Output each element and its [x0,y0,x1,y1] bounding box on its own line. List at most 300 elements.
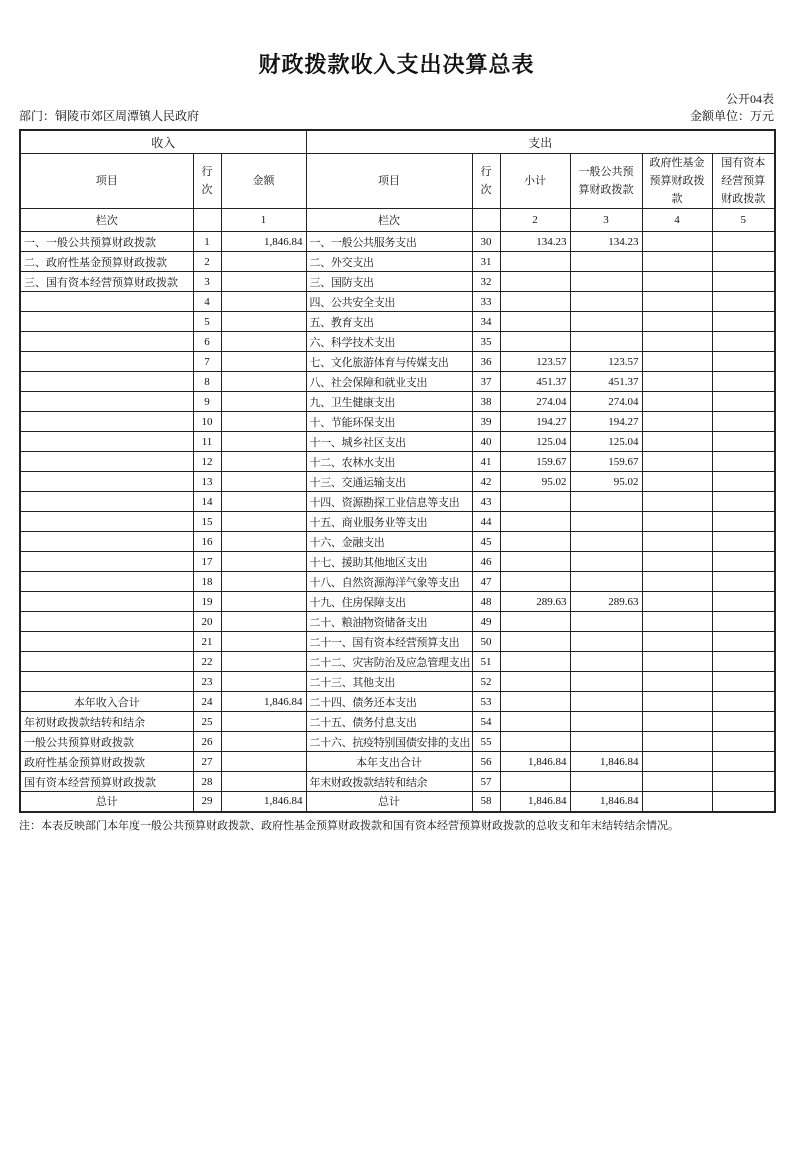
expense-item-cell: 十三、交通运输支出 [306,472,472,492]
table-row [20,452,775,472]
expense-line-cell: 58 [472,792,500,812]
expense-general-cell: 1,846.84 [570,792,642,812]
income-amount-cell: 1,846.84 [221,692,306,712]
expense-subtotal-cell: 289.63 [500,592,570,612]
expense-line-cell: 30 [472,232,500,252]
expense-general-cell [570,772,642,792]
index-empty-cell [472,209,500,232]
table-row [20,392,775,412]
expense-item-cell: 十一、城乡社区支出 [306,432,472,452]
expense-gov-fund-cell [642,232,712,252]
income-amount-cell [221,612,306,632]
income-item-cell: 二、政府性基金预算财政拨款 [20,252,193,272]
document-page [0,52,793,833]
column-header-row [20,154,775,209]
expense-general-cell [570,632,642,652]
income-amount-cell [221,552,306,572]
income-item-cell [20,652,193,672]
expense-subtotal-cell: 274.04 [500,392,570,412]
expense-item-cell: 三、国防支出 [306,272,472,292]
income-line-cell: 3 [193,272,221,292]
col-expense-state-capital: 国有资本经营预算财政拨款 [712,154,775,209]
income-line-cell: 24 [193,692,221,712]
expense-state-capital-cell [712,652,775,672]
col-expense-subtotal: 小计 [500,154,570,209]
income-amount-cell [221,272,306,292]
table-row [20,792,775,812]
expense-item-cell: 六、科学技术支出 [306,332,472,352]
table-row [20,712,775,732]
income-item-cell: 政府性基金预算财政拨款 [20,752,193,772]
expense-gov-fund-cell [642,392,712,412]
expense-item-cell: 十、节能环保支出 [306,412,472,432]
expense-subtotal-cell [500,652,570,672]
department-label: 部门：铜陵市郊区周潭镇人民政府 [19,109,200,123]
table-row [20,292,775,312]
col-expense-gov-fund: 政府性基金预算财政拨款 [642,154,712,209]
income-item-cell: 三、国有资本经营预算财政拨款 [20,272,193,292]
expense-subtotal-cell [500,292,570,312]
footnote: 注：本表反映部门本年度一般公共预算财政拨款、政府性基金预算财政拨款和国有资本经营预算财政拨款的总收支和年末结转结余情况。 [19,819,679,832]
income-item-cell [20,492,193,512]
table-row [20,252,775,272]
income-amount-cell [221,432,306,452]
expense-line-cell: 39 [472,412,500,432]
expense-state-capital-cell [712,252,775,272]
table-row [20,492,775,512]
expense-subtotal-cell [500,772,570,792]
expense-item-cell: 二十三、其他支出 [306,672,472,692]
expense-state-capital-cell [712,312,775,332]
expense-gov-fund-cell [642,652,712,672]
expense-general-cell: 451.37 [570,372,642,392]
expense-line-cell: 48 [472,592,500,612]
expense-subtotal-cell: 134.23 [500,232,570,252]
expense-item-cell: 年末财政拨款结转和结余 [306,772,472,792]
income-line-cell: 15 [193,512,221,532]
income-line-cell: 27 [193,752,221,772]
expense-gov-fund-cell [642,792,712,812]
expense-general-cell [570,652,642,672]
income-item-cell [20,372,193,392]
expense-line-cell: 42 [472,472,500,492]
expense-state-capital-cell [712,332,775,352]
income-amount-cell [221,712,306,732]
table-row [20,652,775,672]
expense-state-capital-cell [712,532,775,552]
income-item-cell [20,632,193,652]
table-row [20,372,775,392]
income-amount-cell [221,672,306,692]
income-item-cell: 总计 [20,792,193,812]
expense-item-cell: 二十六、抗疫特别国债安排的支出 [306,732,472,752]
expense-gov-fund-cell [642,712,712,732]
income-amount-cell [221,392,306,412]
expense-gov-fund-cell [642,752,712,772]
expense-subtotal-cell [500,512,570,532]
income-line-cell: 14 [193,492,221,512]
expense-subtotal-cell [500,612,570,632]
expense-general-cell: 194.27 [570,412,642,432]
expense-state-capital-cell [712,392,775,412]
expense-state-capital-cell [712,712,775,732]
expense-line-cell: 49 [472,612,500,632]
income-item-cell: 一、一般公共预算财政拨款 [20,232,193,252]
fiscal-summary-table [19,129,776,813]
index-expense-gov-fund: 4 [642,209,712,232]
expense-subtotal-cell: 95.02 [500,472,570,492]
expense-general-cell [570,732,642,752]
expense-subtotal-cell [500,332,570,352]
expense-gov-fund-cell [642,352,712,372]
expense-line-cell: 51 [472,652,500,672]
expense-line-cell: 40 [472,432,500,452]
income-amount-cell [221,352,306,372]
expense-subtotal-cell: 1,846.84 [500,752,570,772]
expense-subtotal-cell: 159.67 [500,452,570,472]
income-line-cell: 5 [193,312,221,332]
expense-item-cell: 本年支出合计 [306,752,472,772]
income-section-header: 收入 [20,130,306,154]
expense-general-cell [570,252,642,272]
expense-general-cell: 134.23 [570,232,642,252]
expense-general-cell [570,512,642,532]
income-line-cell: 22 [193,652,221,672]
expense-line-cell: 57 [472,772,500,792]
expense-line-cell: 41 [472,452,500,472]
expense-gov-fund-cell [642,552,712,572]
income-item-cell [20,672,193,692]
expense-gov-fund-cell [642,672,712,692]
income-line-cell: 18 [193,572,221,592]
expense-item-cell: 二十、粮油物资储备支出 [306,612,472,632]
income-amount-cell [221,332,306,352]
table-row [20,532,775,552]
expense-state-capital-cell [712,732,775,752]
index-expense-general: 3 [570,209,642,232]
expense-line-cell: 47 [472,572,500,592]
income-line-cell: 20 [193,612,221,632]
expense-line-cell: 34 [472,312,500,332]
col-income-line: 行次 [193,154,221,209]
income-line-cell: 26 [193,732,221,752]
expense-line-cell: 46 [472,552,500,572]
expense-item-cell: 二十一、国有资本经营预算支出 [306,632,472,652]
expense-state-capital-cell [712,512,775,532]
expense-item-cell: 总计 [306,792,472,812]
table-row [20,232,775,252]
income-line-cell: 11 [193,432,221,452]
income-line-cell: 28 [193,772,221,792]
income-line-cell: 17 [193,552,221,572]
page-title: 财政拨款收入支出决算总表 [258,52,535,77]
expense-line-cell: 37 [472,372,500,392]
expense-line-cell: 31 [472,252,500,272]
expense-general-cell [570,492,642,512]
income-item-cell [20,512,193,532]
expense-gov-fund-cell [642,772,712,792]
expense-general-cell [570,292,642,312]
table-row [20,772,775,792]
income-line-cell: 16 [193,532,221,552]
expense-gov-fund-cell [642,452,712,472]
expense-gov-fund-cell [642,252,712,272]
income-line-cell: 25 [193,712,221,732]
col-income-item: 项目 [20,154,193,209]
expense-subtotal-cell [500,632,570,652]
income-item-cell [20,292,193,312]
expense-item-cell: 十八、自然资源海洋气象等支出 [306,572,472,592]
table-row [20,432,775,452]
expense-line-cell: 56 [472,752,500,772]
index-expense-state-capital: 5 [712,209,775,232]
expense-item-cell: 十六、金融支出 [306,532,472,552]
income-item-cell [20,472,193,492]
unit-label: 金额单位：万元 [689,109,774,123]
expense-line-cell: 36 [472,352,500,372]
expense-item-cell: 二十五、债务付息支出 [306,712,472,732]
expense-subtotal-cell: 125.04 [500,432,570,452]
income-line-cell: 19 [193,592,221,612]
income-amount-cell [221,572,306,592]
income-item-cell [20,432,193,452]
income-line-cell: 21 [193,632,221,652]
expense-general-cell [570,692,642,712]
income-item-cell [20,532,193,552]
income-line-cell: 6 [193,332,221,352]
income-amount-cell [221,512,306,532]
expense-general-cell [570,712,642,732]
expense-gov-fund-cell [642,272,712,292]
income-amount-cell [221,312,306,332]
expense-gov-fund-cell [642,492,712,512]
col-expense-item: 项目 [306,154,472,209]
income-item-cell [20,592,193,612]
expense-subtotal-cell: 194.27 [500,412,570,432]
table-row [20,612,775,632]
expense-subtotal-cell: 451.37 [500,372,570,392]
expense-item-cell: 一、一般公共服务支出 [306,232,472,252]
expense-item-cell: 十七、援助其他地区支出 [306,552,472,572]
expense-general-cell [570,672,642,692]
expense-state-capital-cell [712,372,775,392]
income-amount-cell [221,652,306,672]
income-line-cell: 2 [193,252,221,272]
income-item-cell: 国有资本经营预算财政拨款 [20,772,193,792]
expense-general-cell: 95.02 [570,472,642,492]
expense-state-capital-cell [712,672,775,692]
expense-gov-fund-cell [642,292,712,312]
expense-gov-fund-cell [642,332,712,352]
expense-general-cell [570,552,642,572]
income-amount-cell: 1,846.84 [221,232,306,252]
income-amount-cell [221,452,306,472]
expense-subtotal-cell [500,712,570,732]
col-expense-general: 一般公共预算财政拨款 [570,154,642,209]
expense-gov-fund-cell [642,632,712,652]
expense-state-capital-cell [712,472,775,492]
income-line-cell: 12 [193,452,221,472]
expense-line-cell: 33 [472,292,500,312]
table-row [20,352,775,372]
expense-item-cell: 十二、农林水支出 [306,452,472,472]
income-amount-cell [221,472,306,492]
expense-line-cell: 52 [472,672,500,692]
expense-subtotal-cell [500,312,570,332]
expense-gov-fund-cell [642,692,712,712]
expense-general-cell: 125.04 [570,432,642,452]
expense-gov-fund-cell [642,512,712,532]
index-income-label: 栏次 [20,209,193,232]
index-empty-cell [193,209,221,232]
income-amount-cell [221,632,306,652]
section-header-row [20,130,775,154]
index-expense-label: 栏次 [306,209,472,232]
table-row [20,412,775,432]
expense-subtotal-cell [500,552,570,572]
expense-state-capital-cell [712,412,775,432]
expense-state-capital-cell [712,592,775,612]
expense-line-cell: 45 [472,532,500,552]
income-line-cell: 4 [193,292,221,312]
expense-general-cell [570,572,642,592]
income-item-cell [20,312,193,332]
expense-general-cell: 1,846.84 [570,752,642,772]
expense-subtotal-cell [500,492,570,512]
expense-general-cell: 289.63 [570,592,642,612]
index-expense-subtotal: 2 [500,209,570,232]
income-line-cell: 8 [193,372,221,392]
expense-item-cell: 十九、住房保障支出 [306,592,472,612]
table-row [20,752,775,772]
expense-state-capital-cell [712,752,775,772]
index-row [20,209,775,232]
expense-subtotal-cell [500,732,570,752]
expense-line-cell: 44 [472,512,500,532]
expense-general-cell [570,272,642,292]
expense-gov-fund-cell [642,372,712,392]
income-amount-cell: 1,846.84 [221,792,306,812]
expense-line-cell: 38 [472,392,500,412]
income-amount-cell [221,592,306,612]
expense-line-cell: 55 [472,732,500,752]
table-row [20,692,775,712]
expense-gov-fund-cell [642,592,712,612]
expense-item-cell: 五、教育支出 [306,312,472,332]
expense-state-capital-cell [712,772,775,792]
expense-subtotal-cell [500,672,570,692]
expense-gov-fund-cell [642,612,712,632]
expense-state-capital-cell [712,492,775,512]
income-amount-cell [221,372,306,392]
expense-item-cell: 二十二、灾害防治及应急管理支出 [306,652,472,672]
income-amount-cell [221,732,306,752]
expense-subtotal-cell [500,272,570,292]
meta-row [19,109,774,123]
expense-state-capital-cell [712,452,775,472]
income-line-cell: 13 [193,472,221,492]
table-row [20,312,775,332]
income-item-cell [20,392,193,412]
income-line-cell: 1 [193,232,221,252]
expense-line-cell: 50 [472,632,500,652]
expense-item-cell: 九、卫生健康支出 [306,392,472,412]
income-item-cell [20,552,193,572]
col-expense-line: 行次 [472,154,500,209]
expense-gov-fund-cell [642,732,712,752]
expense-state-capital-cell [712,432,775,452]
table-code-label: 公开04表 [725,92,774,106]
expense-subtotal-cell: 1,846.84 [500,792,570,812]
expense-gov-fund-cell [642,432,712,452]
expense-general-cell [570,532,642,552]
expense-gov-fund-cell [642,472,712,492]
table-row [20,512,775,532]
expense-state-capital-cell [712,272,775,292]
table-row [20,672,775,692]
income-item-cell [20,612,193,632]
income-item-cell [20,452,193,472]
expense-item-cell: 七、文化旅游体育与传媒支出 [306,352,472,372]
income-amount-cell [221,532,306,552]
expense-subtotal-cell [500,532,570,552]
expense-subtotal-cell [500,572,570,592]
table-row [20,632,775,652]
col-income-amount: 金额 [221,154,306,209]
table-row [20,732,775,752]
expense-state-capital-cell [712,792,775,812]
index-income-amount: 1 [221,209,306,232]
expense-general-cell [570,312,642,332]
expense-state-capital-cell [712,632,775,652]
expense-state-capital-cell [712,232,775,252]
table-row [20,592,775,612]
income-amount-cell [221,292,306,312]
income-item-cell [20,332,193,352]
income-amount-cell [221,252,306,272]
expense-general-cell [570,332,642,352]
expense-line-cell: 53 [472,692,500,712]
expense-line-cell: 54 [472,712,500,732]
income-amount-cell [221,412,306,432]
income-line-cell: 7 [193,352,221,372]
expense-subtotal-cell [500,252,570,272]
income-item-cell: 一般公共预算财政拨款 [20,732,193,752]
expense-item-cell: 二十四、债务还本支出 [306,692,472,712]
income-amount-cell [221,752,306,772]
expense-gov-fund-cell [642,532,712,552]
expense-gov-fund-cell [642,312,712,332]
table-row [20,272,775,292]
expense-state-capital-cell [712,292,775,312]
expense-line-cell: 43 [472,492,500,512]
expense-line-cell: 35 [472,332,500,352]
expense-general-cell [570,612,642,632]
income-amount-cell [221,772,306,792]
table-row [20,552,775,572]
income-line-cell: 10 [193,412,221,432]
expense-subtotal-cell [500,692,570,712]
expense-state-capital-cell [712,352,775,372]
expense-general-cell: 123.57 [570,352,642,372]
income-item-cell: 年初财政拨款结转和结余 [20,712,193,732]
expense-item-cell: 十五、商业服务业等支出 [306,512,472,532]
income-item-cell: 本年收入合计 [20,692,193,712]
expense-item-cell: 四、公共安全支出 [306,292,472,312]
table-body [20,232,775,812]
income-line-cell: 23 [193,672,221,692]
expense-item-cell: 八、社会保障和就业支出 [306,372,472,392]
